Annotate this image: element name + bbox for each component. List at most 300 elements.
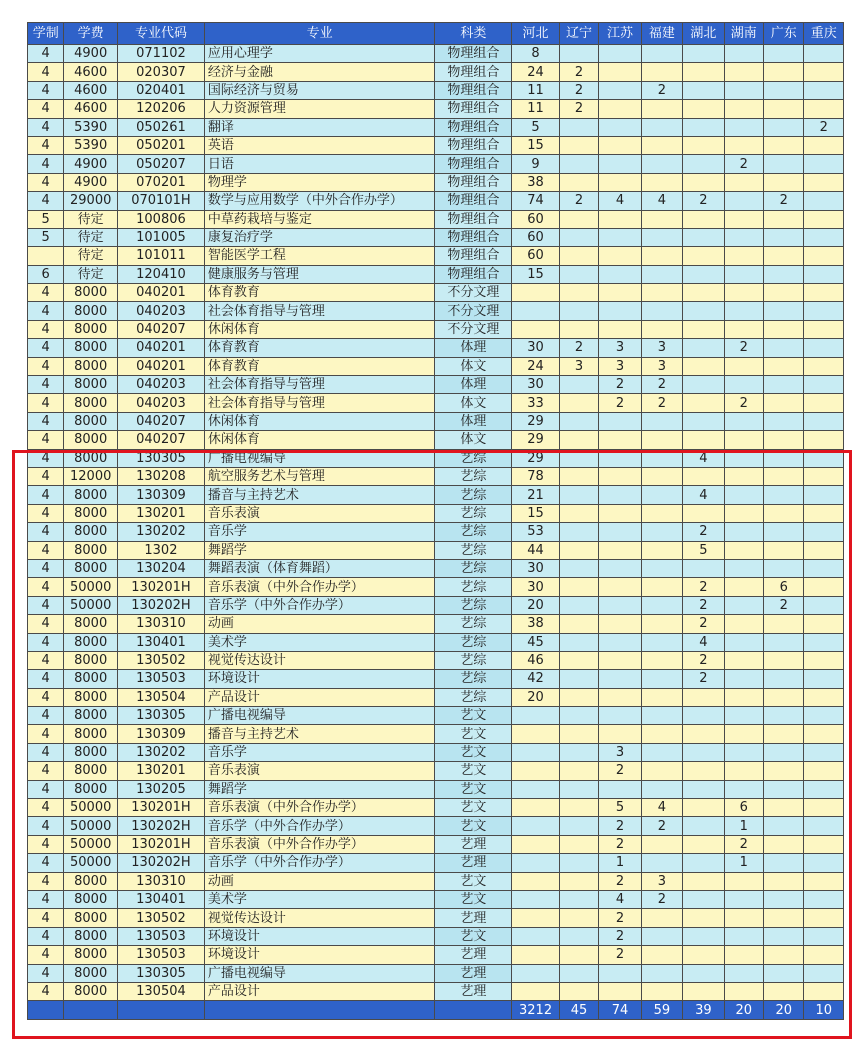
- table-cell: 不分文理: [435, 302, 512, 320]
- table-cell: [641, 412, 682, 430]
- table-cell: 物理组合: [435, 247, 512, 265]
- table-cell: [724, 412, 763, 430]
- table-cell: 物理组合: [435, 192, 512, 210]
- table-cell: [764, 339, 804, 357]
- table-row: [28, 486, 844, 504]
- table-cell: 8000: [64, 688, 118, 706]
- table-cell: 130502: [117, 909, 204, 927]
- table-cell: 8000: [64, 394, 118, 412]
- table-cell: [683, 964, 724, 982]
- table-cell: 3: [599, 357, 641, 375]
- table-cell: 4: [28, 63, 64, 81]
- table-cell: [683, 872, 724, 890]
- table-cell: 2: [683, 670, 724, 688]
- table-row: [28, 946, 844, 964]
- table-cell: [683, 136, 724, 154]
- table-cell: [683, 707, 724, 725]
- table-cell: [559, 615, 598, 633]
- table-cell: 4: [599, 890, 641, 908]
- table-cell: [804, 946, 844, 964]
- table-row: [28, 302, 844, 320]
- table-cell: [559, 743, 598, 761]
- table-cell: [641, 909, 682, 927]
- table-cell: [599, 136, 641, 154]
- total-cell: 10: [804, 1001, 844, 1020]
- table-cell: 航空服务艺术与管理: [204, 467, 435, 485]
- table-cell: 42: [512, 670, 560, 688]
- table-cell: 38: [512, 615, 560, 633]
- table-cell: 130201H: [117, 578, 204, 596]
- table-cell: [559, 780, 598, 798]
- table-cell: 4: [641, 192, 682, 210]
- table-cell: 8000: [64, 725, 118, 743]
- table-cell: [641, 578, 682, 596]
- table-cell: [599, 302, 641, 320]
- table-cell: 2: [641, 394, 682, 412]
- table-cell: 物理学: [204, 173, 435, 191]
- table-cell: [804, 835, 844, 853]
- table-cell: 日语: [204, 155, 435, 173]
- table-cell: 4: [28, 136, 64, 154]
- table-cell: 艺综: [435, 578, 512, 596]
- table-cell: 中草药栽培与鉴定: [204, 210, 435, 228]
- table-cell: [512, 743, 560, 761]
- table-cell: 2: [559, 192, 598, 210]
- table-cell: 4900: [64, 45, 118, 63]
- column-header: 科类: [435, 23, 512, 45]
- table-cell: [599, 707, 641, 725]
- table-cell: [764, 173, 804, 191]
- table-row: [28, 81, 844, 99]
- table-cell: 4: [28, 578, 64, 596]
- table-cell: [764, 431, 804, 449]
- table-row: [28, 578, 844, 596]
- table-cell: 040203: [117, 394, 204, 412]
- table-cell: [512, 909, 560, 927]
- table-cell: 2: [724, 835, 763, 853]
- table-cell: 070201: [117, 173, 204, 191]
- table-cell: [804, 394, 844, 412]
- table-cell: 8000: [64, 486, 118, 504]
- table-cell: [724, 45, 763, 63]
- table-cell: [764, 376, 804, 394]
- table-cell: 康复治疗学: [204, 228, 435, 246]
- table-cell: 33: [512, 394, 560, 412]
- table-cell: 音乐表演（中外合作办学）: [204, 799, 435, 817]
- table-cell: 物理组合: [435, 118, 512, 136]
- totals-row: [28, 1001, 844, 1020]
- table-cell: [559, 265, 598, 283]
- table-cell: 5: [512, 118, 560, 136]
- table-cell: [641, 633, 682, 651]
- table-cell: 130504: [117, 688, 204, 706]
- table-cell: 音乐学（中外合作办学）: [204, 596, 435, 614]
- table-cell: [764, 670, 804, 688]
- table-cell: [683, 743, 724, 761]
- table-cell: [599, 173, 641, 191]
- table-cell: [804, 339, 844, 357]
- table-cell: [724, 376, 763, 394]
- table-cell: 广播电视编导: [204, 449, 435, 467]
- table-cell: [724, 265, 763, 283]
- table-cell: 产品设计: [204, 982, 435, 1000]
- table-cell: [724, 210, 763, 228]
- table-cell: 4: [28, 339, 64, 357]
- table-cell: [804, 780, 844, 798]
- table-cell: 社会体育指导与管理: [204, 302, 435, 320]
- table-cell: [764, 118, 804, 136]
- column-header: 专业: [204, 23, 435, 45]
- table-cell: 4600: [64, 100, 118, 118]
- table-cell: [599, 541, 641, 559]
- table-cell: 体理: [435, 376, 512, 394]
- table-cell: 4: [599, 192, 641, 210]
- table-cell: [724, 81, 763, 99]
- table-cell: 社会体育指导与管理: [204, 394, 435, 412]
- table-cell: [804, 541, 844, 559]
- table-cell: 130205: [117, 780, 204, 798]
- table-cell: [804, 596, 844, 614]
- table-cell: 8000: [64, 284, 118, 302]
- table-cell: [764, 615, 804, 633]
- table-cell: 4600: [64, 81, 118, 99]
- table-cell: 4: [28, 633, 64, 651]
- table-cell: [559, 523, 598, 541]
- table-cell: 艺文: [435, 780, 512, 798]
- table-cell: [724, 467, 763, 485]
- table-cell: 播音与主持艺术: [204, 486, 435, 504]
- table-row: [28, 559, 844, 577]
- table-cell: 4: [28, 100, 64, 118]
- table-cell: 艺综: [435, 504, 512, 522]
- table-body: [28, 45, 844, 1001]
- table-cell: [559, 486, 598, 504]
- table-cell: [764, 817, 804, 835]
- total-cell: [28, 1001, 64, 1020]
- table-cell: [764, 688, 804, 706]
- table-cell: 21: [512, 486, 560, 504]
- table-cell: [804, 192, 844, 210]
- table-row: [28, 964, 844, 982]
- table-cell: 待定: [64, 265, 118, 283]
- table-cell: 24: [512, 357, 560, 375]
- table-cell: [559, 964, 598, 982]
- total-cell: 20: [724, 1001, 763, 1020]
- table-cell: 4: [28, 45, 64, 63]
- table-cell: [724, 559, 763, 577]
- table-cell: 60: [512, 210, 560, 228]
- table-cell: [559, 431, 598, 449]
- table-cell: [804, 559, 844, 577]
- table-cell: [764, 449, 804, 467]
- table-cell: [512, 799, 560, 817]
- table-cell: [641, 651, 682, 669]
- table-cell: [599, 964, 641, 982]
- table-cell: [804, 81, 844, 99]
- table-cell: 4: [28, 118, 64, 136]
- table-cell: [724, 615, 763, 633]
- table-cell: 环境设计: [204, 927, 435, 945]
- table-cell: 应用心理学: [204, 45, 435, 63]
- table-cell: 2: [764, 596, 804, 614]
- table-cell: 8000: [64, 449, 118, 467]
- table-cell: 4: [28, 449, 64, 467]
- table-row: [28, 523, 844, 541]
- table-cell: [764, 559, 804, 577]
- table-cell: [559, 228, 598, 246]
- table-cell: 130310: [117, 872, 204, 890]
- table-cell: 120410: [117, 265, 204, 283]
- table-cell: 130201: [117, 504, 204, 522]
- table-cell: [683, 559, 724, 577]
- table-cell: 130305: [117, 964, 204, 982]
- table-cell: [764, 854, 804, 872]
- table-cell: 体文: [435, 394, 512, 412]
- table-cell: 4: [28, 486, 64, 504]
- table-row: [28, 670, 844, 688]
- table-row: [28, 541, 844, 559]
- table-cell: 4600: [64, 63, 118, 81]
- total-cell: [117, 1001, 204, 1020]
- table-cell: [804, 707, 844, 725]
- total-cell: 3212: [512, 1001, 560, 1020]
- table-cell: [724, 596, 763, 614]
- table-cell: [804, 633, 844, 651]
- table-cell: 050207: [117, 155, 204, 173]
- table-cell: 智能医学工程: [204, 247, 435, 265]
- table-cell: [559, 799, 598, 817]
- table-cell: 艺综: [435, 541, 512, 559]
- table-cell: 体文: [435, 357, 512, 375]
- table-cell: 2: [683, 192, 724, 210]
- table-cell: [764, 467, 804, 485]
- table-cell: 24: [512, 63, 560, 81]
- table-cell: [641, 780, 682, 798]
- table-cell: [804, 504, 844, 522]
- table-cell: [683, 412, 724, 430]
- table-cell: 艺综: [435, 615, 512, 633]
- table-cell: [764, 265, 804, 283]
- column-header: 重庆: [804, 23, 844, 45]
- table-row: [28, 835, 844, 853]
- table-cell: [724, 523, 763, 541]
- table-row: [28, 210, 844, 228]
- table-cell: [683, 118, 724, 136]
- table-cell: [599, 45, 641, 63]
- table-cell: 体育教育: [204, 357, 435, 375]
- table-cell: 4: [28, 357, 64, 375]
- table-cell: [764, 762, 804, 780]
- table-cell: [683, 247, 724, 265]
- table-cell: 物理组合: [435, 81, 512, 99]
- table-cell: 2: [599, 835, 641, 853]
- table-cell: [641, 982, 682, 1000]
- table-cell: 8000: [64, 651, 118, 669]
- table-cell: 健康服务与管理: [204, 265, 435, 283]
- table-cell: 产品设计: [204, 688, 435, 706]
- table-row: [28, 136, 844, 154]
- table-cell: 46: [512, 651, 560, 669]
- table-cell: 50000: [64, 578, 118, 596]
- table-cell: 4: [28, 320, 64, 338]
- table-cell: [764, 780, 804, 798]
- table-cell: [764, 872, 804, 890]
- table-cell: [804, 872, 844, 890]
- table-cell: 8000: [64, 946, 118, 964]
- table-cell: [764, 633, 804, 651]
- table-cell: [804, 302, 844, 320]
- table-cell: [724, 707, 763, 725]
- table-row: [28, 100, 844, 118]
- table-row: [28, 780, 844, 798]
- table-cell: [724, 578, 763, 596]
- table-cell: [599, 670, 641, 688]
- table-cell: 2: [559, 63, 598, 81]
- table-cell: 动画: [204, 872, 435, 890]
- table-cell: [724, 302, 763, 320]
- table-cell: 130202H: [117, 854, 204, 872]
- table-cell: [764, 946, 804, 964]
- table-cell: 4: [28, 964, 64, 982]
- table-cell: 8000: [64, 357, 118, 375]
- table-cell: [641, 854, 682, 872]
- table-cell: [764, 100, 804, 118]
- column-header: 河北: [512, 23, 560, 45]
- table-cell: 8000: [64, 431, 118, 449]
- table-cell: [559, 210, 598, 228]
- table-cell: 4: [28, 651, 64, 669]
- table-cell: 4900: [64, 173, 118, 191]
- total-cell: 20: [764, 1001, 804, 1020]
- table-cell: [641, 449, 682, 467]
- column-header: 湖南: [724, 23, 763, 45]
- table-cell: [724, 247, 763, 265]
- table-cell: 动画: [204, 615, 435, 633]
- table-cell: 1: [599, 854, 641, 872]
- table-cell: 30: [512, 578, 560, 596]
- table-cell: 050261: [117, 118, 204, 136]
- table-cell: [724, 449, 763, 467]
- table-cell: [641, 228, 682, 246]
- table-cell: 翻译: [204, 118, 435, 136]
- table-cell: [641, 467, 682, 485]
- table-cell: [599, 523, 641, 541]
- table-cell: 艺文: [435, 872, 512, 890]
- table-cell: [559, 835, 598, 853]
- table-cell: 数学与应用数学（中外合作办学）: [204, 192, 435, 210]
- table-cell: [683, 265, 724, 283]
- table-cell: [804, 964, 844, 982]
- table-cell: 1: [724, 854, 763, 872]
- column-header: 江苏: [599, 23, 641, 45]
- table-row: [28, 799, 844, 817]
- table-cell: [724, 982, 763, 1000]
- table-cell: 艺综: [435, 486, 512, 504]
- table-cell: 5: [28, 228, 64, 246]
- table-cell: 休闲体育: [204, 431, 435, 449]
- table-cell: [559, 45, 598, 63]
- table-row: [28, 872, 844, 890]
- table-cell: 4: [28, 670, 64, 688]
- table-cell: 4: [28, 173, 64, 191]
- table-cell: 物理组合: [435, 100, 512, 118]
- table-cell: [764, 155, 804, 173]
- table-cell: 5: [683, 541, 724, 559]
- table-cell: [683, 688, 724, 706]
- table-cell: 2: [599, 394, 641, 412]
- table-cell: [683, 890, 724, 908]
- table-cell: [512, 890, 560, 908]
- table-cell: 环境设计: [204, 670, 435, 688]
- table-cell: 舞蹈学: [204, 541, 435, 559]
- table-cell: [599, 284, 641, 302]
- table-cell: 8000: [64, 762, 118, 780]
- table-cell: [599, 725, 641, 743]
- table-cell: [804, 523, 844, 541]
- table-cell: 4: [28, 284, 64, 302]
- table-cell: 071102: [117, 45, 204, 63]
- table-cell: 2: [599, 376, 641, 394]
- table-cell: 8000: [64, 302, 118, 320]
- table-cell: 020401: [117, 81, 204, 99]
- table-cell: [599, 559, 641, 577]
- table-cell: 舞蹈学: [204, 780, 435, 798]
- table-cell: [724, 651, 763, 669]
- table-cell: [641, 743, 682, 761]
- table-cell: [641, 596, 682, 614]
- table-cell: 130201H: [117, 835, 204, 853]
- table-cell: [764, 81, 804, 99]
- table-cell: 艺理: [435, 854, 512, 872]
- table-cell: [559, 817, 598, 835]
- table-cell: 艺综: [435, 651, 512, 669]
- table-cell: [764, 743, 804, 761]
- table-cell: 4: [28, 707, 64, 725]
- table-cell: [641, 265, 682, 283]
- table-cell: [599, 431, 641, 449]
- table-cell: 艺理: [435, 964, 512, 982]
- table-cell: 美术学: [204, 633, 435, 651]
- table-row: [28, 854, 844, 872]
- table-cell: 艺文: [435, 762, 512, 780]
- table-cell: [683, 357, 724, 375]
- table-cell: 4: [683, 449, 724, 467]
- table-cell: [764, 210, 804, 228]
- table-cell: 4: [28, 835, 64, 853]
- table-cell: 50000: [64, 835, 118, 853]
- table-cell: 4: [28, 854, 64, 872]
- total-cell: 59: [641, 1001, 682, 1020]
- table-cell: 5: [599, 799, 641, 817]
- table-cell: [764, 136, 804, 154]
- table-cell: 8000: [64, 707, 118, 725]
- table-cell: [804, 431, 844, 449]
- table-cell: [559, 247, 598, 265]
- table-cell: 8000: [64, 670, 118, 688]
- table-cell: 美术学: [204, 890, 435, 908]
- table-cell: [804, 725, 844, 743]
- table-cell: [764, 890, 804, 908]
- table-cell: [599, 504, 641, 522]
- table-cell: 30: [512, 376, 560, 394]
- table-cell: [599, 449, 641, 467]
- table-cell: [512, 982, 560, 1000]
- table-row: [28, 467, 844, 485]
- table-cell: [641, 320, 682, 338]
- table-cell: 11: [512, 81, 560, 99]
- table-cell: [764, 504, 804, 522]
- table-cell: [641, 927, 682, 945]
